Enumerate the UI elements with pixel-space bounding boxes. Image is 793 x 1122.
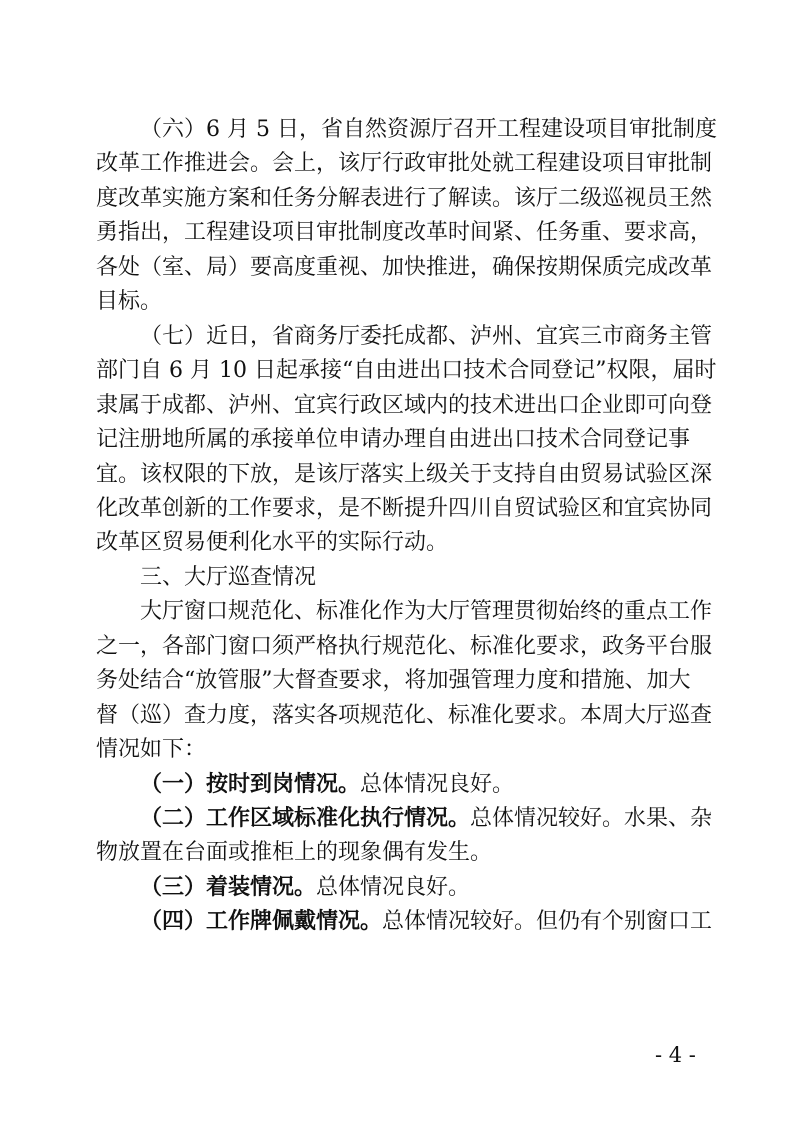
line-text: 总体情况良好。	[360, 771, 515, 797]
line-text: 务处结合“放管服”大督查要求，将加强管理力度和措施、加大	[96, 668, 691, 694]
text-line	[0, 284, 793, 320]
line-text: 总体情况良好。	[316, 874, 471, 900]
text-line	[0, 146, 793, 182]
line-text: 改革工作推进会。会上，该厅行政审批处就工程建设项目审批制	[96, 151, 713, 177]
section-heading-text: 三、大厅巡查情况	[140, 564, 317, 590]
line-text: 之一，各部门窗口须严格执行规范化、标准化要求，政务平台服	[96, 633, 713, 659]
line-text: 情况如下：	[96, 737, 207, 763]
line-text: 度改革实施方案和任务分解表进行了解读。该厅二级巡视员王然	[96, 185, 713, 211]
text-line	[0, 491, 793, 527]
line-text: 总体情况较好。但仍有个别窗口工	[382, 909, 713, 935]
text-line	[0, 698, 793, 734]
text-line	[0, 732, 793, 768]
text-line	[0, 319, 793, 355]
line-text: 化改革创新的工作要求，是不断提升四川自贸试验区和宜宾协同	[96, 495, 713, 521]
text-line	[0, 250, 793, 286]
line-text: 隶属于成都、泸州、宜宾行政区域内的技术进出口企业即可向登	[96, 392, 713, 418]
text-line	[0, 388, 793, 424]
text-line	[0, 870, 793, 906]
line-text: 宜。该权限的下放，是该厅落实上级关于支持自由贸易试验区深	[96, 461, 713, 487]
text-line	[0, 767, 793, 803]
line-text: 督（巡）查力度，落实各项规范化、标准化要求。本周大厅巡查	[96, 702, 713, 728]
text-line	[0, 422, 793, 458]
text-line	[0, 181, 793, 217]
text-line	[0, 629, 793, 665]
line-text: 总体情况较好。水果、杂	[470, 806, 713, 831]
item-heading: （三）着装情况。	[140, 874, 317, 900]
text-line	[0, 663, 793, 699]
text-line	[0, 801, 793, 837]
text-line	[0, 353, 793, 389]
text-line	[0, 112, 793, 148]
section-heading	[0, 560, 793, 596]
line-text: 物放置在台面或推柜上的现象偶有发生。	[96, 840, 493, 866]
page-number: - 4 -	[655, 1043, 696, 1067]
line-text: （六）6 月 5 日，省自然资源厅召开工程建设项目审批制度	[140, 117, 717, 142]
text-line	[0, 904, 793, 940]
text-line	[0, 835, 793, 871]
line-text: 大厅窗口规范化、标准化作为大厅管理贯彻始终的重点工作	[140, 599, 713, 625]
line-text: 记注册地所属的承接单位申请办理自由进出口技术合同登记事	[96, 427, 691, 453]
line-text: （七）近日，省商务厅委托成都、泸州、宜宾三市商务主管	[140, 323, 713, 349]
line-text: 改革区贸易便利化水平的实际行动。	[96, 530, 449, 556]
line-text: 勇指出，工程建设项目审批制度改革时间紧、任务重、要求高，	[96, 220, 713, 246]
text-line	[0, 594, 793, 630]
text-line	[0, 457, 793, 493]
text-line	[0, 215, 793, 251]
item-heading: （二）工作区域标准化执行情况。	[140, 806, 471, 831]
line-text: 各处（室、局）要高度重视、加快推进，确保按期保质完成改革	[96, 254, 713, 280]
item-heading: （四）工作牌佩戴情况。	[140, 909, 383, 935]
line-text: 部门自 6 月 10 日起承接“自由进出口技术合同登记”权限，届时	[96, 358, 717, 384]
line-text: 目标。	[96, 289, 163, 315]
item-heading: （一）按时到岗情况。	[140, 771, 361, 797]
text-line	[0, 525, 793, 561]
